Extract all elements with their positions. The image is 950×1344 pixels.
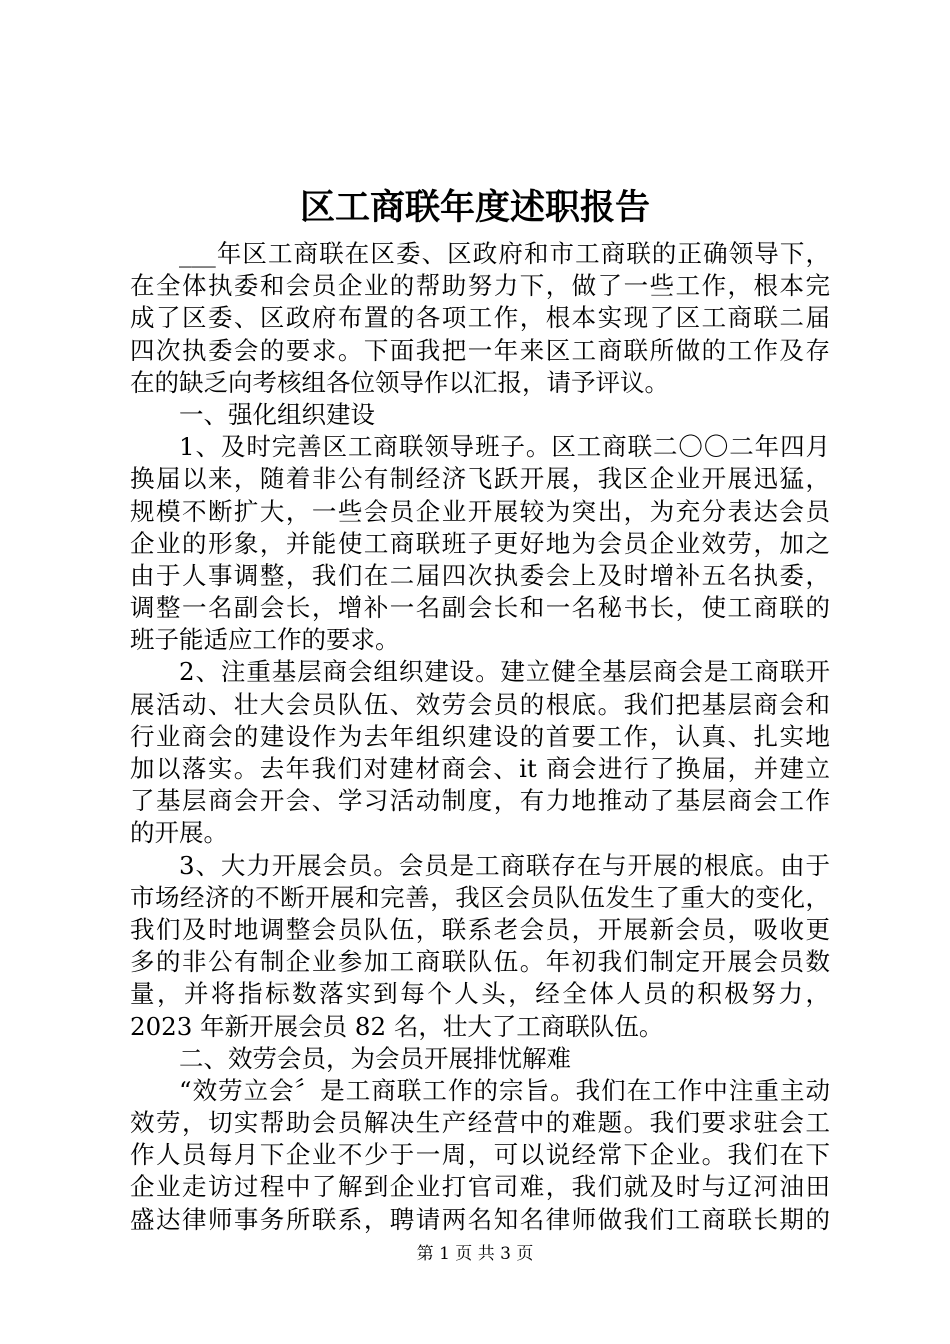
text-line: ___年区工商联在区委、区政府和市工商联的正确领导下，	[179, 239, 830, 268]
text-line: 换届以来，随着非公有制经济飞跃开展，我区企业开展迅猛，	[130, 464, 830, 494]
text-line: 在全体执委和会员企业的帮助努力下，做了一些工作，根本完	[130, 271, 830, 301]
text-line: 加以落实。去年我们对建材商会、it 商会进行了换届，并建立	[130, 754, 830, 783]
document-title: 区工商联年度述职报告	[299, 187, 650, 228]
text-line: 展活动、壮大会员队伍、效劳会员的根底。我们把基层商会和	[130, 689, 830, 719]
text-line: 盛达律师事务所联系，聘请两名知名律师做我们工商联长期的	[130, 1204, 830, 1234]
text-line: 班子能适应工作的要求。	[130, 625, 400, 655]
text-line: 二、效劳会员，为会员开展排忧解难	[179, 1043, 571, 1073]
text-line: “效劳立会〞是工商联工作的宗旨。我们在工作中注重主动	[179, 1075, 830, 1105]
text-line: 由于人事调整，我们在二届四次执委会上及时增补五名执委，	[130, 560, 830, 590]
page-footer: 第 1 页 共 3 页	[416, 1244, 534, 1264]
text-line: 的开展。	[130, 818, 228, 848]
document-body	[130, 238, 830, 1236]
text-line: 规模不断扩大，一些会员企业开展较为突出，为充分表达会员	[130, 496, 830, 526]
text-line: 企业走访过程中了解到企业打官司难，我们就及时与辽河油田	[130, 1172, 830, 1202]
text-line: 企业的形象，并能使工商联班子更好地为会员企业效劳，加之	[130, 528, 830, 558]
text-line: 量，并将指标数落实到每个人头，经全体人员的积极努力，	[130, 979, 830, 1009]
text-line: 调整一名副会长，增补一名副会长和一名秘书长，使工商联的	[130, 593, 830, 623]
text-line: 多的非公有制企业参加工商联队伍。年初我们制定开展会员数	[130, 947, 830, 977]
text-line: 2023 年新开展会员 82 名，壮大了工商联队伍。	[130, 1011, 664, 1041]
text-line: 了基层商会开会、学习活动制度，有力地推动了基层商会工作	[130, 786, 830, 816]
text-line: 2、注重基层商会组织建设。建立健全基层商会是工商联开	[179, 657, 830, 687]
text-line: 四次执委会的要求。下面我把一年来区工商联所做的工作及存	[130, 335, 830, 365]
text-line: 成了区委、区政府布置的各项工作，根本实现了区工商联二届	[130, 303, 830, 333]
text-line: 作人员每月下企业不少于一周，可以说经常下企业。我们在下	[130, 1140, 830, 1170]
text-line: 效劳，切实帮助会员解决生产经营中的难题。我们要求驻会工	[130, 1108, 830, 1138]
text-line: 一、强化组织建设	[179, 399, 375, 429]
text-line: 3、大力开展会员。会员是工商联存在与开展的根底。由于	[179, 850, 830, 880]
text-line: 市场经济的不断开展和完善，我区会员队伍发生了重大的变化，	[130, 882, 830, 912]
text-line: 行业商会的建设作为去年组织建设的首要工作，认真、扎实地	[130, 721, 830, 751]
text-line: 在的缺乏向考核组各位领导作以汇报，请予评议。	[130, 367, 669, 397]
text-line: 我们及时地调整会员队伍，联系老会员，开展新会员，吸收更	[130, 914, 830, 944]
text-line: 1、及时完善区工商联领导班子。区工商联二〇〇二年四月	[179, 432, 830, 462]
